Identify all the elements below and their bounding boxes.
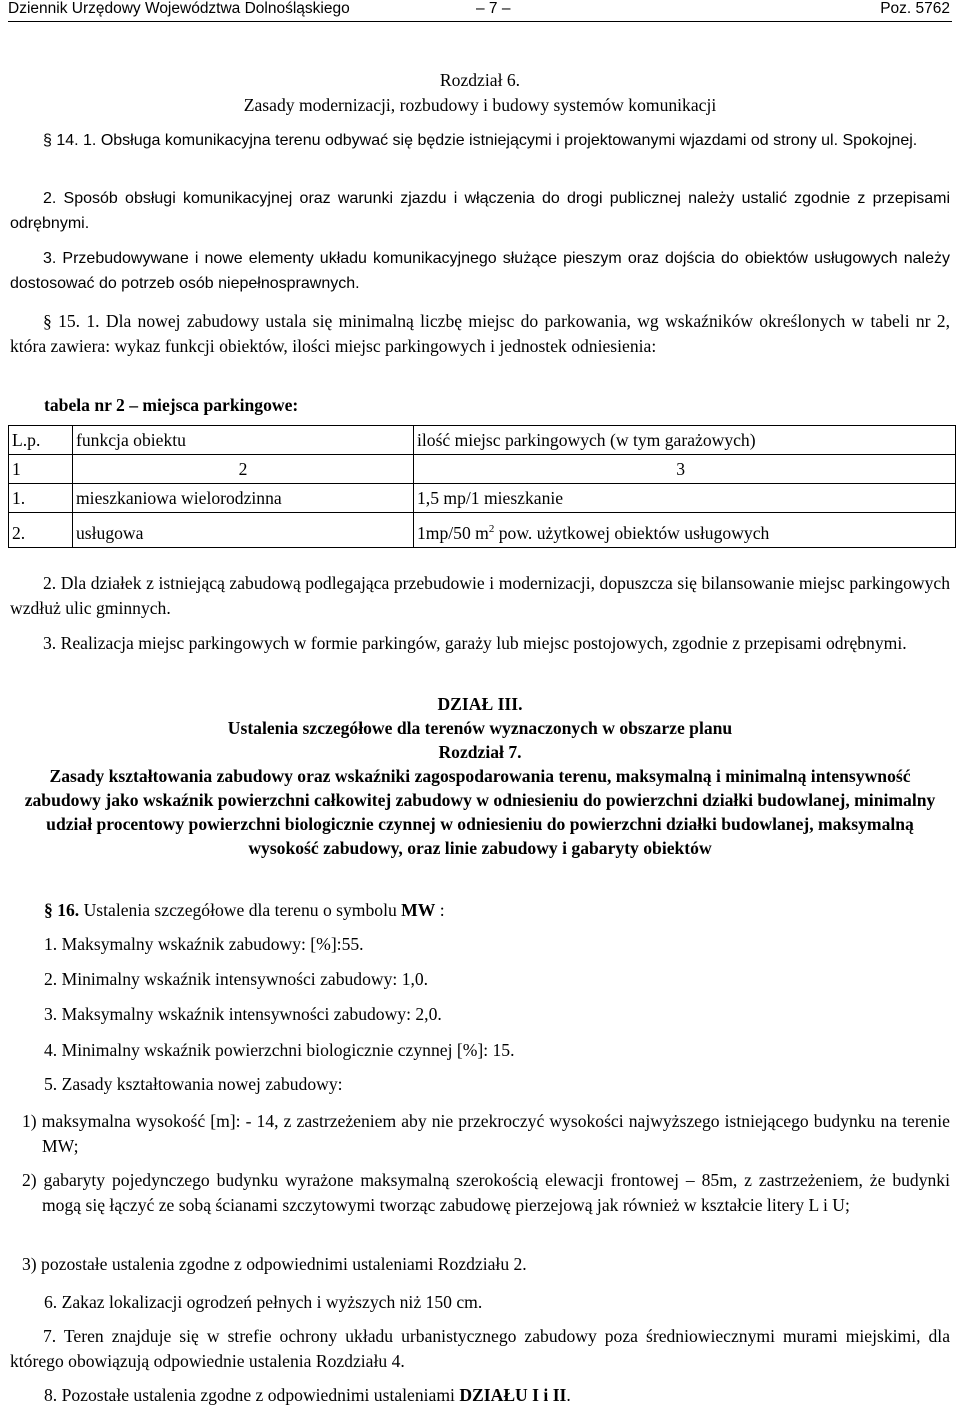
s16-item-8: 8. Pozostałe ustalenia zgodne z odpowiednimi ustaleniami DZIAŁU I i II.: [44, 1385, 571, 1405]
chapter-7-title: Rozdział 7.: [438, 742, 522, 762]
th-function: funkcja obiektu: [73, 426, 414, 455]
page-header: [8, 0, 952, 22]
chapter-7-subtitle: Zasady kształtowania zabudowy oraz wskaźniki zagospodarowania terenu, maksymalną i minimalną intensywność zabudowy jako wskaźnik powierzchni całkowitej zabudowy w odniesieniu do powierzchni działki budowlanej, minimalny udział procentowy powierzchni biologicznie czynnej w odniesieniu do powierzchni działki budowlanej, maksymalną wysokość zabudowy, oraz linie zabudowy i gabaryty obiektów: [24, 766, 936, 858]
dzial-3-title: DZIAŁ III.: [437, 694, 523, 714]
row-2-count: 1mp/50 $m^2$ pow. użytkowej obiektów usługowych: [414, 513, 956, 548]
table-caption: tabela nr 2 – miejsca parkingowe:: [44, 395, 299, 415]
s16-item-5: 5. Zasady kształtowania nowej zabudowy:: [44, 1074, 343, 1094]
symbol-mw: MW: [401, 900, 436, 920]
chapter-6-title: Rozdział 6.: [439, 70, 521, 90]
s15-mark: § 15. 1.: [43, 311, 100, 331]
s16-item-4: 4. Minimalny wskaźnik powierzchni biologicznie czynnej [%]: 15.: [44, 1040, 515, 1060]
s15-para-1-text: Dla nowej zabudowy ustala się minimalną liczbę miejsc do parkowania, wg wskaźników określonych w tabeli nr 2, która zawiera: wykaz funkcji obiektów, ilości miejsc parkingowych i jednostek odniesienia:: [10, 311, 951, 356]
position-number: Poz. 5762: [880, 0, 950, 17]
s16-sub-1: 1) maksymalna wysokość [m]: - 14, z zastrzeżeniem aby nie przekroczyć wysokości najwyższego istniejącego budynku na terenie MW;: [22, 1111, 950, 1156]
s16-item-7: 7. Teren znajduje się w strefie ochrony układu urbanistycznego zabudowy poza średniowiecznymi murami miejskimi, dla którego obowiązują odpowiednie ustalenia Rozdziału 4.: [10, 1326, 950, 1371]
num-col-2: 2: [73, 455, 414, 484]
num-col-1: 1: [9, 455, 73, 484]
th-lp: L.p.: [9, 426, 73, 455]
row-1-count: 1,5 mp/1 mieszkanie: [414, 484, 956, 513]
chapter-6-subtitle: Zasady modernizacji, rozbudowy i budowy systemów komunikacji: [243, 94, 717, 115]
s16-item-3: 3. Maksymalny wskaźnik intensywności zabudowy: 2,0.: [44, 1004, 442, 1024]
s15-para-1: [10, 309, 950, 358]
s15-para-3: 3. Realizacja miejsc parkingowych w formie parkingów, garaży lub miejsc postojowych, zgodnie z przepisami odrębnymi.: [43, 633, 907, 653]
dzial-3-subtitle: Ustalenia szczegółowe dla terenów wyznaczonych w obszarze planu: [227, 718, 733, 738]
s16-sub-3: 3) pozostałe ustalenia zgodne z odpowiednimi ustaleniami Rozdziału 2.: [22, 1254, 527, 1274]
s14-para-3: 3. Przebudowywane i nowe elementy układu komunikacyjnego służące pieszym oraz dojścia do obiektów usługowych należy dostosować do potrzeb osób niepełnosprawnych.: [10, 250, 950, 292]
parking-table: [8, 425, 956, 548]
dzial-3-heading: [10, 692, 950, 860]
table-row: [9, 513, 956, 548]
th-count: ilość miejsc parkingowych (w tym garażowych): [414, 426, 956, 455]
num-col-3: 3: [414, 455, 956, 484]
s14-para-2: 2. Sposób obsługi komunikacyjnej oraz warunki zjazdu i włączenia do drogi publicznej należy ustalić zgodnie z przepisami odrębnymi.: [10, 190, 950, 232]
row-2-lp: 2.: [9, 513, 73, 548]
table-number-row: [9, 455, 956, 484]
row-1-lp: 1.: [9, 484, 73, 513]
table-header-row: [9, 426, 956, 455]
s16-intro: § 16. Ustalenia szczegółowe dla terenu o symbolu MW :: [44, 900, 445, 920]
s15-para-2: 2. Dla działek z istniejącą zabudową podlegająca przebudowie i modernizacji, dopuszcza się bilansowanie miejsc parkingowych wzdłuż ulic gminnych.: [10, 573, 950, 618]
page-number: – 7 –: [476, 0, 511, 17]
s16-item-2: 2. Minimalny wskaźnik intensywności zabudowy: 1,0.: [44, 969, 429, 989]
row-1-function: mieszkaniowa wielorodzinna: [73, 484, 414, 513]
s16-item-1: 1. Maksymalny wskaźnik zabudowy: [%]:55.: [44, 934, 364, 954]
chapter-6-heading: [10, 68, 950, 117]
row-2-function: usługowa: [73, 513, 414, 548]
journal-title: Dziennik Urzędowy Województwa Dolnośląskiego: [8, 0, 350, 17]
header-rule: [8, 21, 952, 22]
table-row: [9, 484, 956, 513]
s16-sub-2: 2) gabaryty pojedynczego budynku wyrażone maksymalną szerokością elewacji frontowej – 85m, z zastrzeżeniem, że budynki mogą się łączyć ze sobą ścianami szczytowymi tworząc zabudowę pierzejową jak również w kształcie litery L i U;: [22, 1170, 950, 1215]
s14-para-1: § 14. 1. Obsługa komunikacyjna terenu odbywać się będzie istniejącymi i projektowanymi wjazdami od strony ul. Spokojnej.: [43, 132, 918, 149]
s16-item-6: 6. Zakaz lokalizacji ogrodzeń pełnych i wyższych niż 150 cm.: [44, 1292, 483, 1312]
